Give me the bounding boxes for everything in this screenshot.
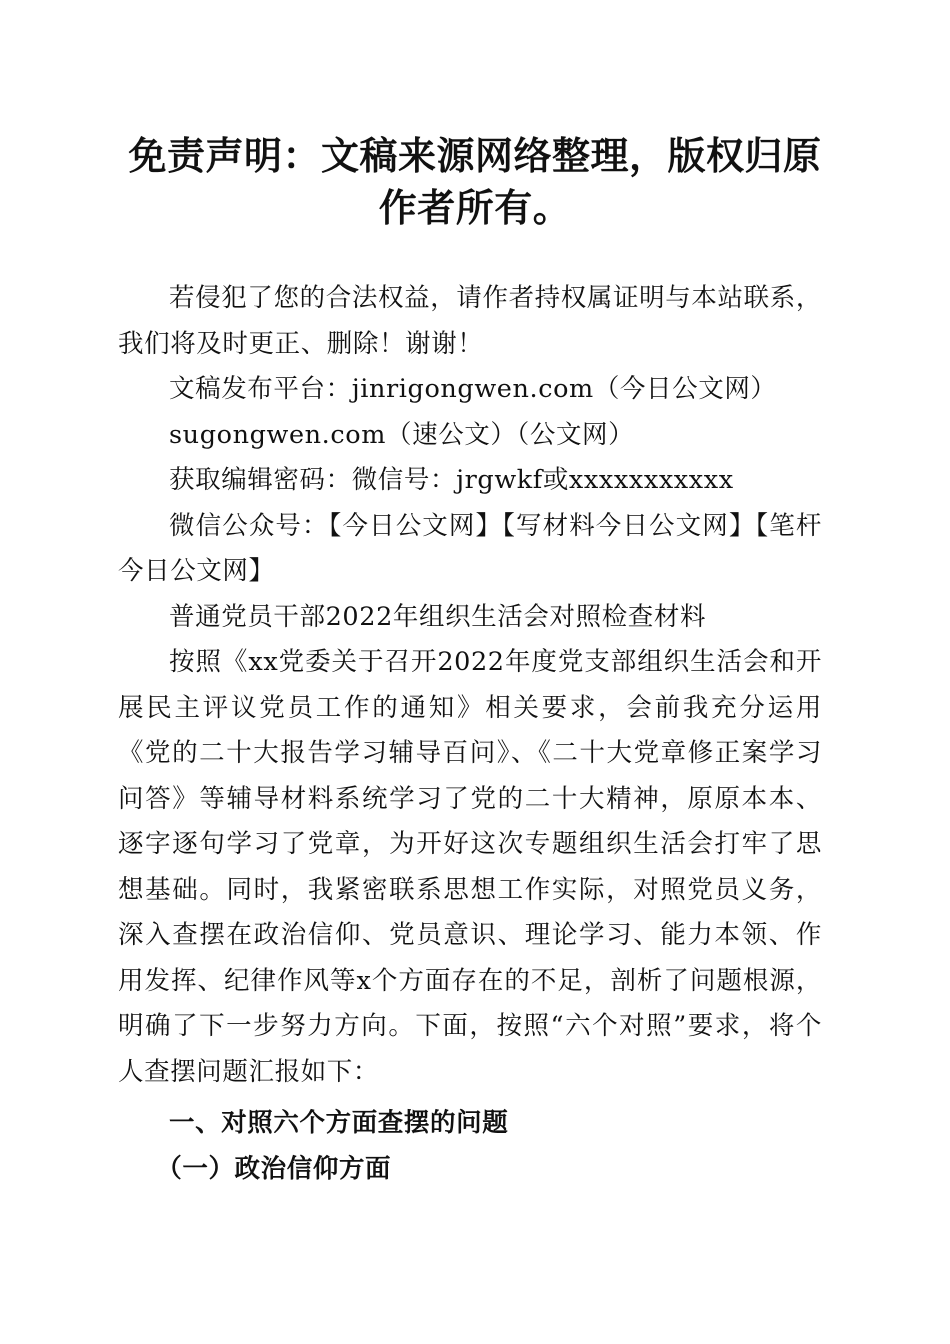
disclaimer-title: 免责声明：文稿来源网络整理，版权归原作者所有。 — [128, 133, 822, 230]
subsection-heading: （一）政治信仰方面 — [156, 1153, 392, 1184]
document-body — [118, 276, 822, 1192]
intro-paragraph: 按照《xx党委关于召开2022年度党支部组织生活会和开展民主评议党员工作的通知》相关要求，会前我充分运用《党的二十大报告学习辅导百问》、《二十大党章修正案学习问答》等辅导材料系统学习了党的二十大精神，原原本本、逐字逐句学习了党章，为开好这次专题组织生活会打牢了思想基础。同时，我紧密联系思想工作实际，对照党员义务，深入查摆在政治信仰、党员意识、理论学习、能力本领、作用发挥、纪律作风等x个方面存在的不足，剖析了问题根源，明确了下一步努力方向。下面，按照“六个对照”要求，将个人查摆问题汇报如下： — [118, 647, 822, 1087]
platform-line: 文稿发布平台：jinrigongwen.com（今日公文网） — [169, 374, 777, 404]
platform-line-2: sugongwen.com（速公文）（公文网） — [169, 419, 635, 450]
wechat-line: 微信公众号：【今日公文网】【写材料今日公文网】【笔杆今日公文网】 — [118, 510, 822, 586]
disclaimer-paragraph: 若侵犯了您的合法权益，请作者持权属证明与本站联系，我们将及时更正、删除！谢谢！ — [118, 283, 822, 359]
document-subtitle: 普通党员干部2022年组织生活会对照检查材料 — [169, 601, 707, 632]
section-heading: 一、对照六个方面查摆的问题 — [169, 1108, 509, 1138]
password-line: 获取编辑密码：微信号：jrgwkf或xxxxxxxxxxx — [169, 465, 734, 495]
